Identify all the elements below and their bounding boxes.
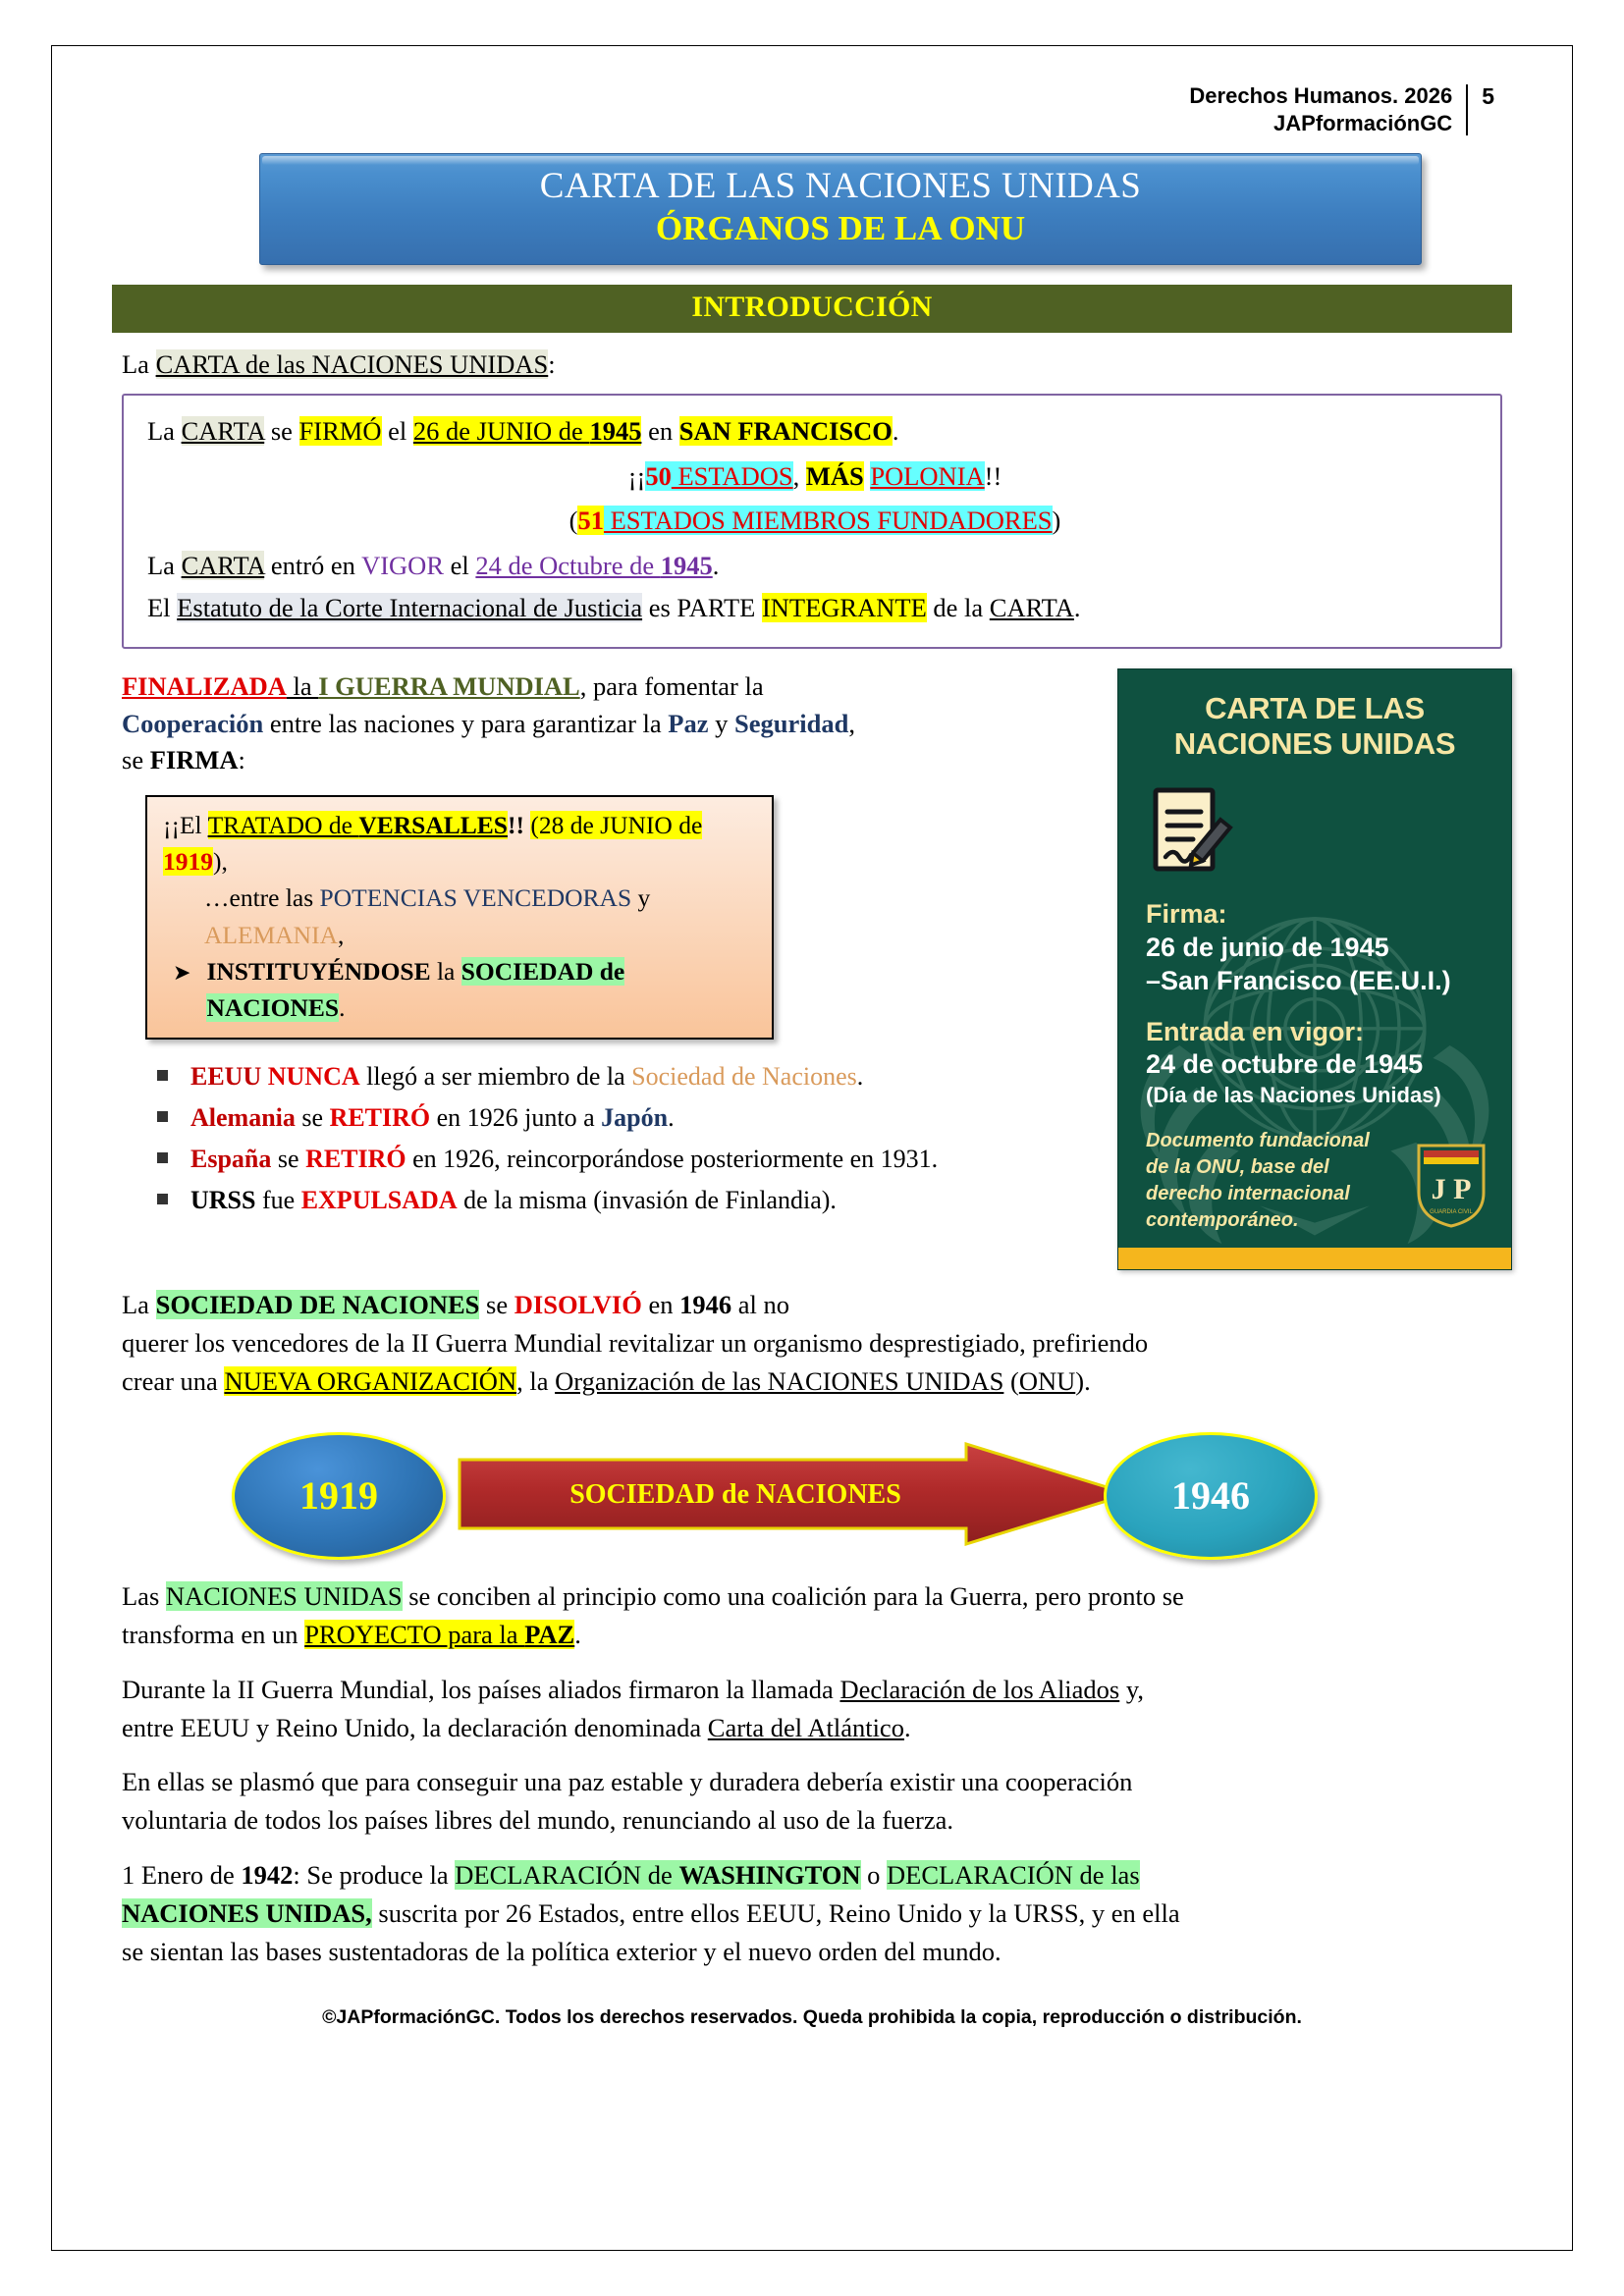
se-word: se [122,745,150,775]
li1-b6: . [668,1103,675,1133]
pb5-carta: CARTA [989,593,1074,623]
pe2-y: y [631,883,651,913]
closing-p2-line-2 [122,1709,1502,1747]
middle-section [112,668,1512,1270]
pb4-vigor: VIGOR [361,550,444,580]
li3-b4: de la misma (invasión de Finlandia). [457,1186,837,1215]
finalizada-la: la [286,671,319,702]
onu-firma-place: –San Francisco (EE.U.I.) [1146,965,1451,995]
middle-left-column [112,668,1117,1222]
pe2-potencias: POTENCIAS VENCEDORAS [319,883,632,913]
onu-firma-date: 26 de junio de 1945 [1146,933,1389,962]
title-line-2: ÓRGANOS DE LA ONU [655,208,1026,247]
finalizada-rest: , para fomentar la [579,671,764,702]
finalizada-paragraph [122,668,1100,779]
pb1-t4: en [641,415,679,446]
closing-paragraph-1 [122,1577,1502,1654]
coop-rest: entre las naciones y para garantizar la [263,708,669,738]
pb2-excl: ¡¡ [627,460,646,491]
li2-b3: RETIRÓ [305,1145,406,1174]
pe3-text [206,953,758,1026]
cp4-t3: o [860,1859,888,1890]
onu-card-title-line-1: CARTA DE LAS [1205,691,1425,726]
pb2-estados: ESTADOS [671,460,793,491]
pe2-dots: …entre las [204,883,320,913]
intro-lead-prefix: La [122,349,156,380]
arrow-bullet-icon: ➤ [173,959,191,985]
pb4-t4: . [712,550,720,580]
cp2-carta: Carta del Atlántico [707,1712,904,1742]
li0-b6: . [856,1062,864,1092]
pe1-po: ( [530,810,539,839]
guerra-mundial: I GUERRA MUNDIAL [318,671,580,702]
cp4-anio: 1942 [241,1859,294,1890]
purple-box-line-2 [147,458,1483,496]
cp1-proyecto: PROYECTO para la [304,1620,525,1650]
closing-paragraph-3 [122,1763,1502,1840]
peach-line-3 [163,953,758,1026]
jap-logo-icon [1415,1142,1488,1228]
onu-vigor-sub: (Día de las Naciones Unidas) [1146,1083,1441,1107]
page-number: 5 [1482,83,1494,109]
li1-b1: Alemania [190,1103,296,1133]
pb5-t3: de la [926,593,990,623]
timeline-graphic [112,1424,1512,1562]
closing-p3-line-2: voluntaria de todos los países libres del mundo, renunciando al uso de la fuerza. [122,1805,954,1836]
timeline-year-1919 [232,1432,446,1560]
section-bar-introduccion: INTRODUCCIÓN [112,285,1512,333]
li0-b5: Sociedad de Naciones [631,1062,857,1092]
header-divider [1466,84,1468,135]
pb2-num: 50 [645,460,672,491]
list-item [157,1057,1100,1095]
cp2-decl: Declaración de los Aliados [839,1674,1120,1704]
pb4-t2: entró en [264,550,362,580]
onu-info-card [1117,668,1512,1270]
cp2-t3: entre EEUU y Reino Unido, la declaración denominada [122,1712,708,1742]
pe3-instituyendose: INSTITUYÉNDOSE [206,956,431,986]
pb1-carta: CARTA [181,415,265,446]
cp4-wash: WASHINGTON [678,1859,861,1890]
dis-disolvio: DISOLVIÓ [514,1289,642,1319]
dis-t4: al no [731,1289,789,1319]
pb5-t2: es PARTE [642,593,762,623]
peach-line-1 [163,807,758,880]
dis-anio: 1946 [679,1289,732,1319]
dis3-t4: ). [1075,1366,1091,1397]
li2-b4: en 1926, reincorporándose posteriormente en 1931. [406,1145,939,1174]
closing-p4-line-2 [122,1895,1502,1933]
onu-note-line-2: de la ONU, base del [1146,1155,1329,1178]
pb1-t5: . [892,415,899,446]
li1-b5: Japón [601,1103,669,1133]
li0-b4: llegó a ser miembro de la [359,1062,632,1092]
dis3-t1: crear una [122,1366,225,1397]
dis3-t3: ( [1003,1366,1019,1397]
pb5-integrante: INTEGRANTE [761,593,927,623]
timeline-arrow-label: SOCIEDAD de NACIONES [569,1479,901,1511]
purple-box-line-4 [147,548,1483,585]
cp1-t3: transforma en un [122,1620,305,1650]
pe1-versalles: VERSALLES [358,810,508,839]
timeline-arrow [456,1442,1133,1546]
cp2-t1: Durante la II Guerra Mundial, los países aliados firmaron la llamada [122,1674,840,1704]
header-titles [1189,82,1452,137]
cp1-nu: NACIONES UNIDAS [165,1581,403,1612]
li0-b3: NUNCA [267,1062,360,1092]
cp1-paz: PAZ [524,1620,575,1650]
header-brand: JAPformaciónGC [1273,111,1453,136]
signed-document-icon [1150,784,1484,889]
cp2-t2: y, [1119,1674,1145,1704]
firma-word: FIRMA [149,745,239,775]
intro-lead-suffix: : [548,349,556,380]
pb3-texto: ESTADOS MIEMBROS FUNDADORES [603,506,1053,536]
pe3-sociedad: SOCIEDAD de NACIONES [206,956,625,1023]
closing-p4-line-1 [122,1856,1502,1895]
disolucion-line-1 [122,1286,1502,1324]
header-course: Derechos Humanos. 2026 [1189,83,1453,108]
purple-info-box [122,394,1502,649]
li0-b1: EEUU [190,1062,262,1092]
coma-2: , [848,708,855,738]
closing-paragraph-4 [122,1856,1502,1972]
dis3-t2: , la [516,1366,556,1397]
li3-b3: EXPULSADA [300,1186,458,1215]
dis3-nueva: NUEVA ORGANIZACIÓN [224,1366,517,1397]
cp2-t4: . [903,1712,911,1742]
pb4-t3: el [444,550,476,580]
dis-sociedad: SOCIEDAD DE NACIONES [155,1289,480,1319]
pe1-anio: 1919 [163,847,213,877]
pb3-pc: ) [1052,506,1061,536]
copyright-footer: ©JAPformaciónGC. Todos los derechos reservados. Queda prohibida la copia, reproducción o distribución. [322,2006,1302,2029]
li1-b4: en 1926 junto a [430,1103,602,1133]
paz-word: Paz [668,708,709,738]
pe1-excl: ¡¡El [163,810,208,839]
pb1-t1: La [147,415,182,446]
closing-p1-line-2 [122,1616,1502,1654]
dis-t3: en [641,1289,680,1319]
closing-p4-line-3: se sientan las bases sustentadoras de la política exterior y el nuevo orden del mundo. [122,1937,1001,1966]
onu-vigor-date: 24 de octubre de 1945 [1146,1049,1424,1080]
pb4-fecha: 24 de Octubre de [475,550,661,580]
seguridad-word: Seguridad [733,708,849,738]
sociedad-naciones-bullets [122,1057,1100,1219]
pb2-polonia: POLONIA [870,460,985,491]
cp4-t4: suscrita por 26 Estados, entre ellos EEUU, Reino Unido y la URSS, y en ella [371,1897,1180,1928]
onu-card-bottom-bar [1118,1248,1511,1269]
title-line-1: CARTA DE LAS NACIONES UNIDAS [539,166,1142,207]
pb2-coma: , [792,460,806,491]
disolucion-line-2: querer los vencedores de la II Guerra Mundial revitalizar un organismo desprestigiado, prefiriendo [122,1327,1149,1358]
colon: : [238,745,245,775]
pb1-lugar: SAN FRANCISCO [678,415,893,446]
disolucion-line-3 [122,1362,1502,1401]
closing-paragraph-2 [122,1671,1502,1747]
pb4-t1: La [147,550,182,580]
pe2-alemania: ALEMANIA [204,920,338,949]
list-item [157,1140,1100,1178]
pb2-excl2: !! [984,460,1002,491]
li2-b1: España [190,1145,272,1174]
cp4-t1: 1 Enero de [122,1859,242,1890]
cp4-decl2: DECLARACIÓN de las [887,1859,1140,1890]
onu-card-title-line-2: NACIONES UNIDAS [1173,726,1456,762]
peach-line-2 [163,880,758,952]
onu-note-line-3: derecho internacional [1146,1182,1350,1204]
disolucion-paragraph [122,1286,1502,1402]
cp1-t2: se conciben al principio como una coalición para la Guerra, pero pronto se [402,1581,1184,1612]
finalizada-line-1 [122,668,1100,706]
svg-text:J P: J P [1431,1172,1472,1205]
pb1-t2: se [264,415,299,446]
versalles-box [145,795,774,1040]
closing-p3-line-1: En ellas se plasmó que para conseguir una paz estable y duradera debería existir una cooperación [122,1767,1133,1797]
timeline-year-1946 [1104,1432,1318,1560]
pe1-tratado: TRATADO de [207,810,359,839]
pb1-anio: 1945 [589,415,642,446]
middle-right-column [1117,668,1512,1270]
cp1-t1: Las [122,1581,166,1612]
pe1-fecha: 28 de JUNIO de [538,810,703,839]
li3-b1: URSS [190,1186,256,1215]
list-item [157,1181,1100,1219]
cp4-decl1: DECLARACIÓN de [455,1859,679,1890]
pe3-punto: . [339,993,346,1023]
svg-text:GUARDIA CIVIL: GUARDIA CIVIL [1430,1208,1473,1215]
purple-box-line-3 [147,503,1483,540]
pb1-t3: el [381,415,413,446]
pb1-firmo: FIRMÓ [298,415,382,446]
dis-t2: se [479,1289,514,1319]
dis3-org: Organización de las NACIONES UNIDAS [555,1366,1004,1397]
li1-b3: RETIRÓ [329,1103,431,1133]
cp4-t2: : Se produce la [293,1859,456,1890]
finalizada-line-3 [122,742,1100,779]
li3-b2: fue [255,1186,301,1215]
pb5-estatuto: Estatuto de la Corte Internacional de Justicia [177,593,643,623]
purple-box-line-5 [147,590,1483,627]
intro-lead [122,347,1512,384]
pe1-excl2: !! [508,810,524,839]
timeline-left-year-label: 1919 [299,1472,378,1518]
intro-lead-highlight: CARTA de las NACIONES UNIDAS [155,349,549,380]
cp1-t4: . [574,1620,581,1650]
pb4-carta: CARTA [181,550,265,580]
dis3-onu: ONU [1018,1366,1076,1397]
cooperacion: Cooperación [122,708,264,738]
closing-p2-line-1 [122,1671,1502,1709]
onu-vigor-label: Entrada en vigor: [1146,1016,1365,1046]
timeline-right-year-label: 1946 [1171,1472,1250,1518]
pb3-num: 51 [577,506,604,536]
finalizada-word: FINALIZADA [122,671,287,702]
pe1-pc: ), [213,847,228,877]
pb4-anio: 1945 [660,550,713,580]
list-item [157,1098,1100,1137]
closing-p1-line-1 [122,1577,1502,1616]
onu-note-line-4: contemporáneo. [1146,1208,1299,1231]
purple-box-line-1 [147,413,1483,451]
cp4-nu: NACIONES UNIDAS, [122,1897,372,1928]
pe3-la: la [430,956,461,986]
li2-b2: se [271,1145,306,1174]
pe2-coma: , [337,920,345,949]
onu-card-note [1146,1128,1370,1234]
y-word: y [708,708,734,738]
pb2-mas: MÁS [805,460,864,491]
onu-note-line-1: Documento fundacional [1146,1129,1370,1151]
title-banner [259,153,1422,265]
li1-b2: se [295,1103,330,1133]
pb5-t4: . [1073,593,1081,623]
pb3-po: ( [568,506,578,536]
document-header [112,82,1494,137]
dis-t1: La [122,1289,156,1319]
pb5-t1: El [147,593,178,623]
finalizada-line-2 [122,706,1100,743]
onu-firma-label: Firma: [1146,899,1227,930]
pb1-fecha: 26 de JUNIO de [412,415,590,446]
